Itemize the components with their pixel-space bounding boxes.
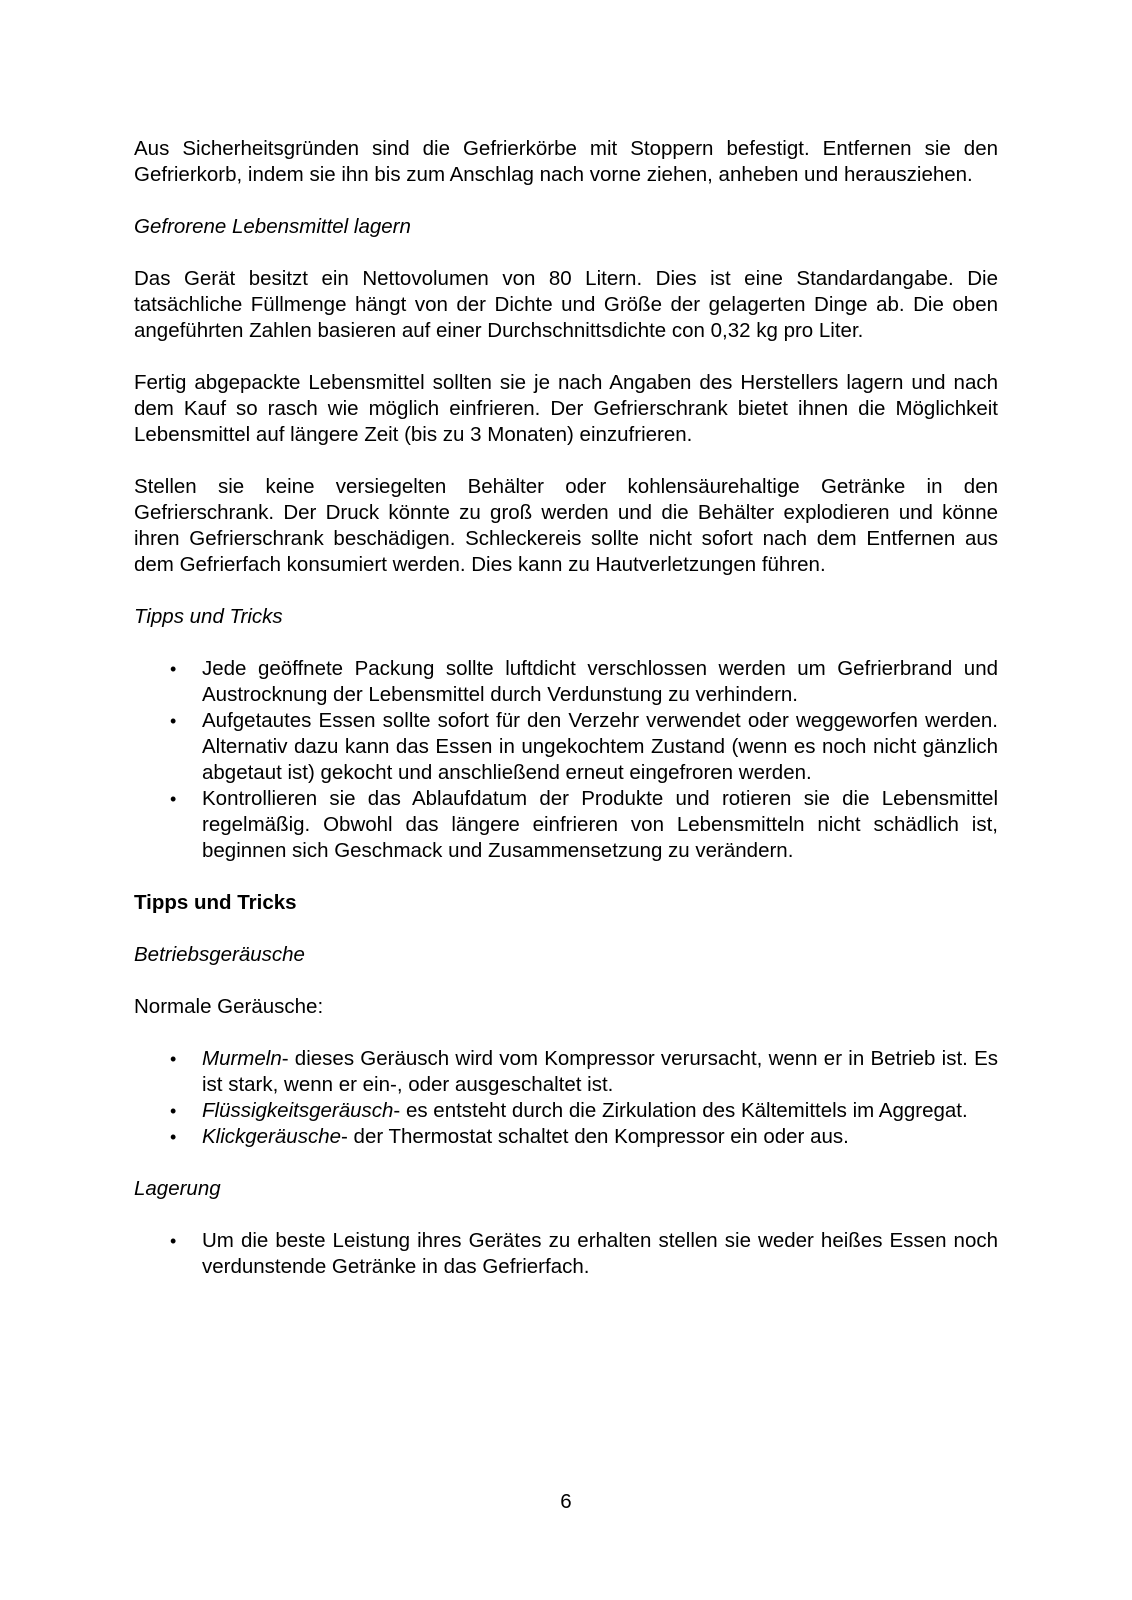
tips-list (134, 656, 998, 864)
tips-subheading: Tipps und Tricks (134, 605, 283, 628)
sealed-containers-paragraph: Stellen sie keine versiegelten Behälter oder kohlensäurehaltige Getränke in den Gefrierschrank. Der Druck könnte zu groß werden und die Behälter explodieren und könne ihren Gefrierschrank beschädigen. Schleckereis sollte nicht sofort nach dem Entfernen aus dem Gefrierfach konsumiert werden. Dies kann zu Hautverletzungen führen. (134, 475, 998, 576)
noise-list (134, 1046, 998, 1150)
storage-list (134, 1228, 998, 1280)
noise-description: - dieses Geräusch wird vom Kompressor verursacht, wenn er in Betrieb ist. Es ist stark, wenn er ein-, oder ausgeschaltet ist. (202, 1047, 998, 1096)
list-item (134, 708, 998, 786)
storage-heading: Lagerung (134, 1177, 221, 1200)
list-item (134, 1228, 998, 1280)
noise-description: - der Thermostat schaltet den Kompressor ein oder aus. (341, 1125, 849, 1148)
bullet-icon: • (170, 789, 177, 809)
bullet-icon: • (170, 1101, 177, 1121)
noise-term: Klickgeräusche (202, 1125, 342, 1148)
list-item (134, 1046, 998, 1098)
list-item (134, 1098, 998, 1124)
intro-paragraph: Aus Sicherheitsgründen sind die Gefrierkörbe mit Stoppern befestigt. Entfernen sie den Gefrierkorb, indem sie ihn bis zum Anschlag nach vorne ziehen, anheben und herausziehen. (134, 137, 998, 186)
bullet-icon: • (170, 1127, 177, 1147)
bullet-icon: • (170, 659, 177, 679)
packaged-food-paragraph: Fertig abgepackte Lebensmittel sollten sie je nach Angaben des Herstellers lagern und nach dem Kauf so rasch wie möglich einfrieren. Der Gefrierschrank bietet ihnen die Möglichkeit Lebensmittel auf längere Zeit (bis zu 3 Monaten) einzufrieren. (134, 371, 998, 446)
list-item (134, 656, 998, 708)
bullet-icon: • (170, 711, 177, 731)
page-number: 6 (560, 1490, 572, 1513)
list-item-text: Jede geöffnete Packung sollte luftdicht verschlossen werden um Gefrierbrand und Austrocknung der Lebensmittel durch Verdunstung zu verhindern. (202, 657, 998, 706)
list-item (134, 786, 998, 864)
bullet-icon: • (170, 1049, 177, 1069)
noise-term: Flüssigkeitsgeräusch (202, 1099, 394, 1122)
list-item (134, 1124, 998, 1150)
list-item-text: Um die beste Leistung ihres Gerätes zu erhalten stellen sie weder heißes Essen noch verdunstende Getränke in das Gefrierfach. (202, 1229, 998, 1278)
list-item-text: Aufgetautes Essen sollte sofort für den Verzehr verwendet oder weggeworfen werden. Alternativ dazu kann das Essen in ungekochtem Zustand (wenn es noch nicht gänzlich abgetaut ist) gekocht und anschließend erneut eingefroren werden. (202, 709, 998, 784)
bullet-icon: • (170, 1231, 177, 1251)
volume-paragraph: Das Gerät besitzt ein Nettovolumen von 80 Litern. Dies ist eine Standardangabe. Die tatsächliche Füllmenge hängt von der Dichte und Größe der gelagerten Dinge ab. Die oben angeführten Zahlen basieren auf einer Durchschnittsdichte con 0,32 kg pro Liter. (134, 267, 998, 342)
noise-heading: Betriebsgeräusche (134, 943, 305, 966)
document-page (134, 136, 998, 1306)
frozen-food-heading: Gefrorene Lebensmittel lagern (134, 215, 411, 238)
section-heading: Tipps und Tricks (134, 891, 297, 914)
list-item-text: Kontrollieren sie das Ablaufdatum der Produkte und rotieren sie die Lebensmittel regelmäßig. Obwohl das längere einfrieren von Lebensmitteln nicht schädlich ist, beginnen sich Geschmack und Zusammensetzung zu verändern. (202, 787, 998, 862)
noise-description: - es entsteht durch die Zirkulation des Kältemittels im Aggregat. (393, 1099, 968, 1122)
noise-term: Murmeln (202, 1047, 282, 1070)
normal-noises-label: Normale Geräusche: (134, 995, 324, 1018)
